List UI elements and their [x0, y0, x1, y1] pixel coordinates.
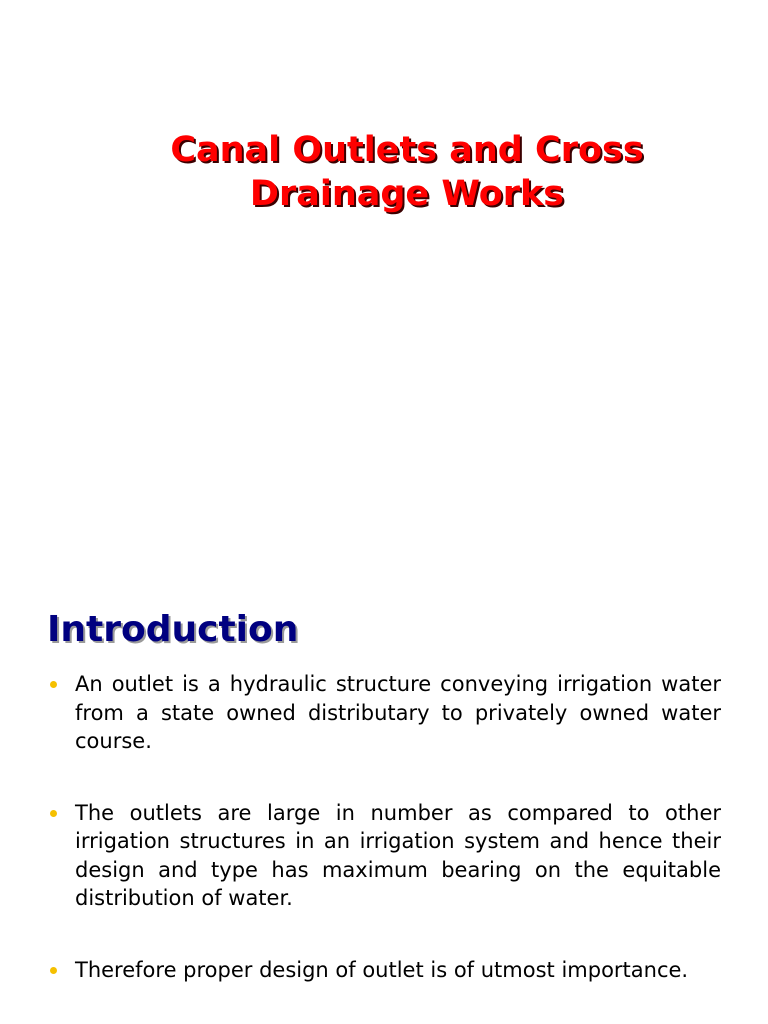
bullet-dot-icon: [50, 810, 57, 817]
slide-title: [60, 128, 754, 216]
bullet-item: [47, 799, 721, 913]
section-heading: Introduction: [47, 609, 299, 650]
bullet-text: An outlet is a hydraulic structure conveying irrigation water from a state owned distributary to privately owned water course.: [75, 672, 721, 753]
bullet-dot-icon: [50, 967, 57, 974]
bullet-dot-icon: [50, 681, 57, 688]
slide-title-line-2: Drainage Works: [249, 174, 565, 214]
bullet-list: [47, 670, 721, 984]
bullet-text: Therefore proper design of outlet is of utmost importance.: [75, 957, 689, 982]
slide-title-line-1: Canal Outlets and Cross: [170, 130, 644, 170]
bullet-item: [47, 956, 721, 985]
bullet-text: The outlets are large in number as compared to other irrigation structures in an irrigation system and hence their design and type has maximum bearing on the equitable distribution of water.: [75, 800, 721, 910]
bullet-item: [47, 670, 721, 756]
